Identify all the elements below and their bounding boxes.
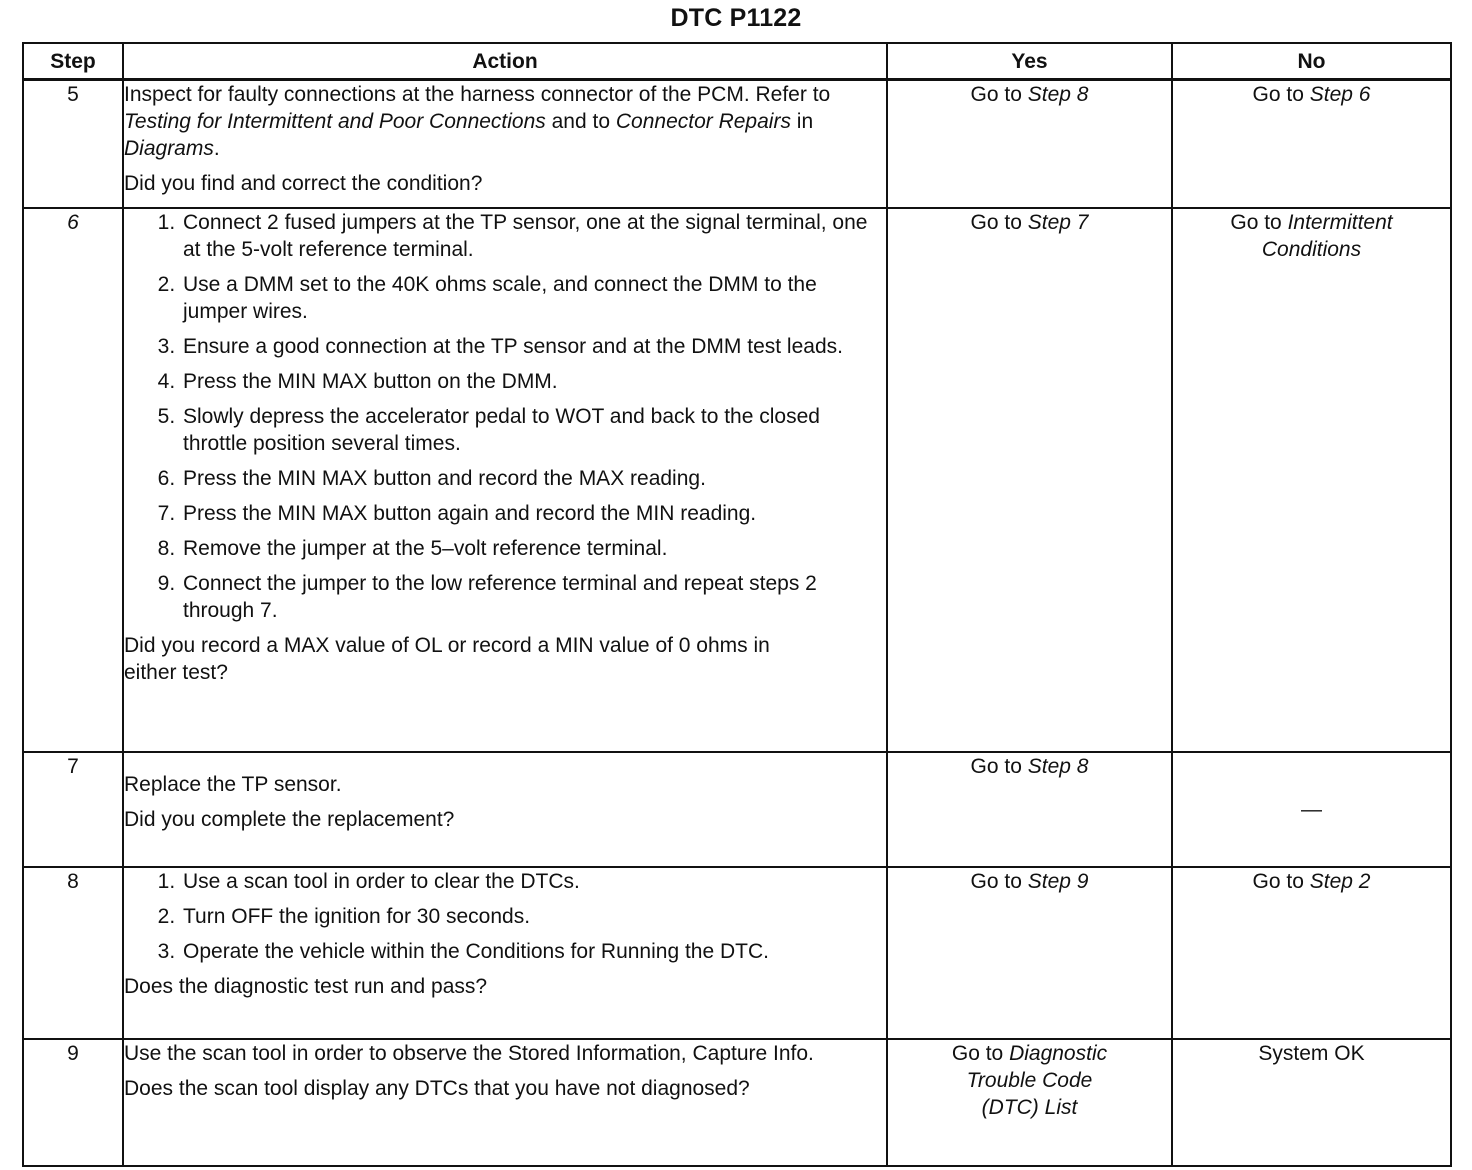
table-row	[23, 752, 1451, 867]
list-item: 2. Turn OFF the ignition for 30 seconds.	[181, 903, 816, 930]
step-number: 9	[23, 1039, 123, 1166]
action-intro: Use the scan tool in order to observe the Stored Information, Capture Info.	[124, 1042, 814, 1065]
step-number: 6	[23, 208, 123, 752]
action-question: Did you complete the replacement?	[124, 808, 455, 831]
action-cell	[123, 1039, 887, 1166]
list-item: 9. Connect the jumper to the low reference terminal and repeat steps 2 through 7.	[181, 570, 886, 624]
list-item: 2. Use a DMM set to the 40K ohms scale, and connect the DMM to the jumper wires.	[181, 271, 886, 325]
list-item: 4. Press the MIN MAX button on the DMM.	[181, 368, 886, 395]
no-cell	[1172, 752, 1451, 867]
header-action: Action	[123, 43, 887, 80]
no-cell: System OK	[1172, 1039, 1451, 1166]
page-title: DTC P1122	[670, 4, 802, 32]
header-yes: Yes	[887, 43, 1172, 80]
header-row	[23, 43, 1451, 80]
table-row	[23, 208, 1451, 752]
action-question: Did you find and correct the condition?	[124, 172, 483, 195]
list-item: 5. Slowly depress the accelerator pedal to WOT and back to the closed throttle position several times.	[181, 403, 886, 457]
table-row	[23, 80, 1451, 209]
list-item: 1. Use a scan tool in order to clear the DTCs.	[181, 868, 816, 895]
yes-cell: Go to Diagnostic Trouble Code (DTC) List	[887, 1039, 1172, 1166]
action-cell	[123, 208, 887, 752]
action-question: Does the diagnostic test run and pass?	[124, 975, 488, 998]
action-steps-list	[124, 209, 886, 624]
action-cell	[123, 752, 887, 867]
yes-cell: Go to Step 7	[887, 208, 1172, 752]
action-intro: Replace the TP sensor.	[124, 773, 342, 796]
action-intro: Inspect for faulty connections at the harness connector of the PCM. Refer to Testing for Intermittent and Poor Connections and to Connector Repairs in Diagrams.	[124, 83, 831, 160]
list-item: 7. Press the MIN MAX button again and record the MIN reading.	[181, 500, 886, 527]
no-cell: Go to Step 2	[1172, 867, 1451, 1039]
step-number: 5	[23, 80, 123, 209]
no-cell: Go to Intermittent Conditions	[1172, 208, 1451, 752]
diagnostic-table	[22, 42, 1452, 1167]
header-no: No	[1172, 43, 1451, 80]
step-number: 7	[23, 752, 123, 867]
action-question: Does the scan tool display any DTCs that you have not diagnosed?	[124, 1077, 750, 1100]
action-steps-list	[124, 868, 886, 965]
yes-cell: Go to Step 8	[887, 752, 1172, 867]
action-cell	[123, 80, 887, 209]
dash: —	[1301, 798, 1322, 821]
yes-cell: Go to Step 9	[887, 867, 1172, 1039]
list-item: 3. Ensure a good connection at the TP sensor and at the DMM test leads.	[181, 333, 886, 360]
list-item: 1. Connect 2 fused jumpers at the TP sensor, one at the signal terminal, one at the 5-volt reference terminal.	[181, 209, 886, 263]
yes-cell: Go to Step 8	[887, 80, 1172, 209]
list-item: 8. Remove the jumper at the 5–volt reference terminal.	[181, 535, 886, 562]
table-row	[23, 867, 1451, 1039]
list-item: 6. Press the MIN MAX button and record the MAX reading.	[181, 465, 886, 492]
step-number: 8	[23, 867, 123, 1039]
table-row	[23, 1039, 1451, 1166]
no-cell: Go to Step 6	[1172, 80, 1451, 209]
header-step: Step	[23, 43, 123, 80]
action-cell	[123, 867, 887, 1039]
list-item: 3. Operate the vehicle within the Conditions for Running the DTC.	[181, 938, 816, 965]
action-question: Did you record a MAX value of OL or record a MIN value of 0 ohms in either test?	[124, 634, 770, 684]
